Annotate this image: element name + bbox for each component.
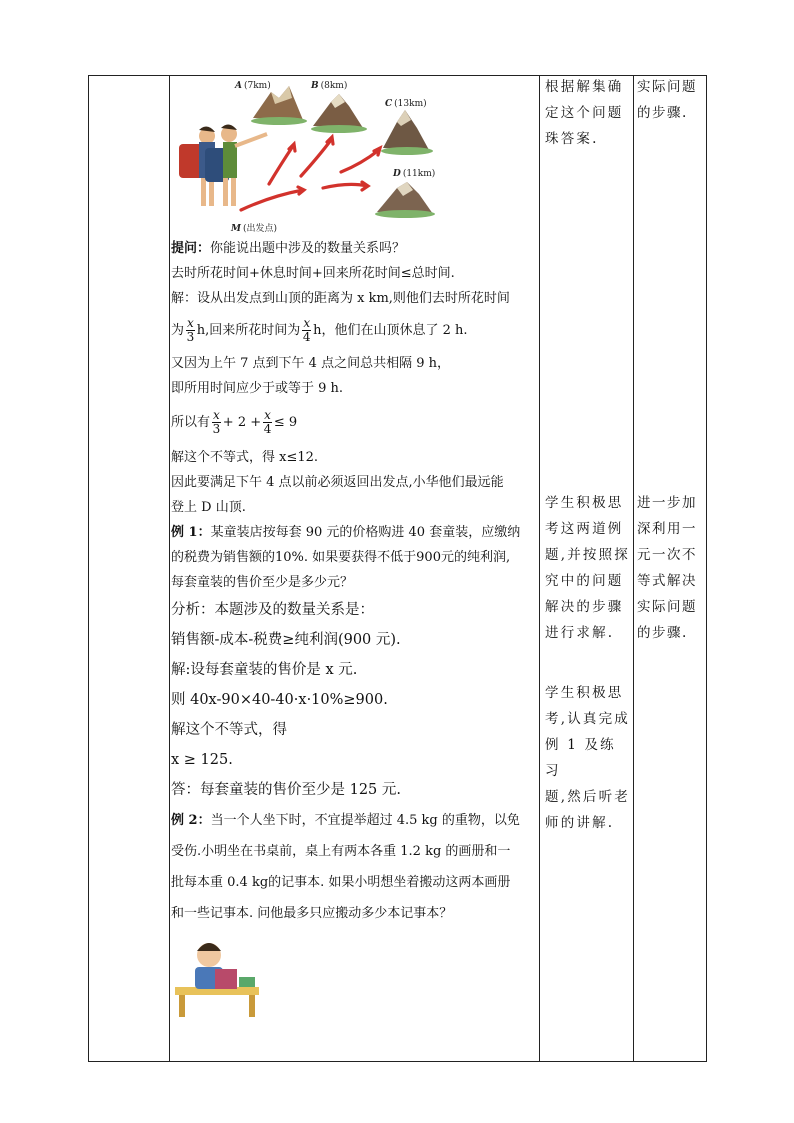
inequality-line: 所以有 $\frac{x}{3}$ + 2 + $\frac{x}{4}$ ≤ 9 xyxy=(171,408,298,436)
mountain-illustration xyxy=(171,76,540,236)
example-1-line-2: 的税费为销售额的10%. 如果要获得不低于900元的纯利润, xyxy=(171,550,511,565)
example-1-line-3: 每套童装的售价至少是多少元？ xyxy=(171,575,354,590)
fraction-x-3: $\frac{x}{3}$ xyxy=(186,316,195,344)
label-b: B (8km) xyxy=(311,81,348,91)
mountain-c xyxy=(381,110,433,155)
answer-line: 答：每套童装的售价至少是 125 元. xyxy=(171,782,402,798)
time-fractions-line: 为 $\frac{x}{3}$ h,回来所花时间为 $\frac{x}{4}$ h，他们在山顶休息了 2 h. xyxy=(171,316,468,344)
column-divider xyxy=(633,76,634,1061)
example-2-line-1: 例 2：当一个人坐下时，不宜提举超过 4.5 kg 的重物，以免 xyxy=(171,813,520,828)
question-line: 提问：你能说出题中涉及的数量关系吗？ xyxy=(171,241,406,256)
inequality-line-2: 则 40x-90×40-40·x·10%≥900. xyxy=(171,692,388,708)
teaching-content xyxy=(171,76,540,1017)
fraction-x-4: $\frac{x}{4}$ xyxy=(263,408,272,436)
design-intent-mid: 进一步加 深利用一 元一次不 等式解决 实际问题 的步骤. xyxy=(637,495,697,641)
student-activity-bottom: 学生积极思 考,认真完成 例 1 及练习 题,然后听老 师的讲解. xyxy=(545,685,630,831)
fraction-x-4: $\frac{x}{4}$ xyxy=(302,316,311,344)
student-activity-top: 根据解集确 定这个问题 珠答案. xyxy=(545,79,624,147)
time-line-1: 又因为上午 7 点到下午 4 点之间总共相隔 9 h， xyxy=(171,356,450,371)
relation-line: 去时所花时间+休息时间+回来所花时间≤总时间. xyxy=(171,266,455,281)
example-2-line-4: 和一些记事本. 问他最多只应搬动多少本记事本？ xyxy=(171,906,453,921)
mountain-b xyxy=(311,94,367,133)
label-m: M (出发点) xyxy=(231,224,277,234)
label-a: A (7km) xyxy=(235,81,271,91)
label-d: D (11km) xyxy=(393,169,436,179)
example-2-line-3: 批每本重 0.4 kg的记事本. 如果小明想坐着搬动这两本画册 xyxy=(171,875,511,890)
result-line: x ≥ 125. xyxy=(171,752,233,768)
example-2-line-2: 受伤.小明坐在书桌前，桌上有两本各重 1.2 kg 的画册和一 xyxy=(171,844,511,859)
example-1-line-1: 例 1：某童装店按每套 90 元的价格购进 40 套童装，应缴纳 xyxy=(171,525,521,540)
lesson-table xyxy=(88,75,707,1062)
student-activity-mid: 学生积极思 考这两道例 题,并按照探 究中的问题 解决的步骤 进行求解. xyxy=(545,495,630,641)
solution-line: 解：设从出发点到山顶的距离为 x km,则他们去时所花时间 xyxy=(171,291,510,306)
student-illustration xyxy=(173,937,263,1017)
relation-line-2: 销售额-成本-税费≥纯利润(900 元). xyxy=(171,632,401,648)
label-c: C (13km) xyxy=(385,99,427,109)
solve-line: 解这个不等式，得 x≤12. xyxy=(171,450,319,465)
time-line-2: 即所用时间应少于或等于 9 h. xyxy=(171,381,344,396)
hikers-illustration xyxy=(179,124,267,206)
conclusion-line-1: 因此要满足下午 4 点以前必须返回出发点,小华他们最远能 xyxy=(171,475,504,490)
fraction-x-3: $\frac{x}{3}$ xyxy=(212,408,221,436)
mountain-d xyxy=(375,182,435,218)
route-arrows xyxy=(241,137,380,210)
analysis-line: 分析：本题涉及的数量关系是： xyxy=(171,602,374,618)
column-divider xyxy=(169,76,170,1061)
mountain-a xyxy=(251,86,307,125)
solve-line-2: 解这个不等式，得 xyxy=(171,722,287,738)
design-intent-top: 实际问题 的步骤. xyxy=(637,79,697,121)
let-line: 解:设每套童装的售价是 x 元. xyxy=(171,662,358,678)
conclusion-line-2: 登上 D 山顶. xyxy=(171,500,246,515)
